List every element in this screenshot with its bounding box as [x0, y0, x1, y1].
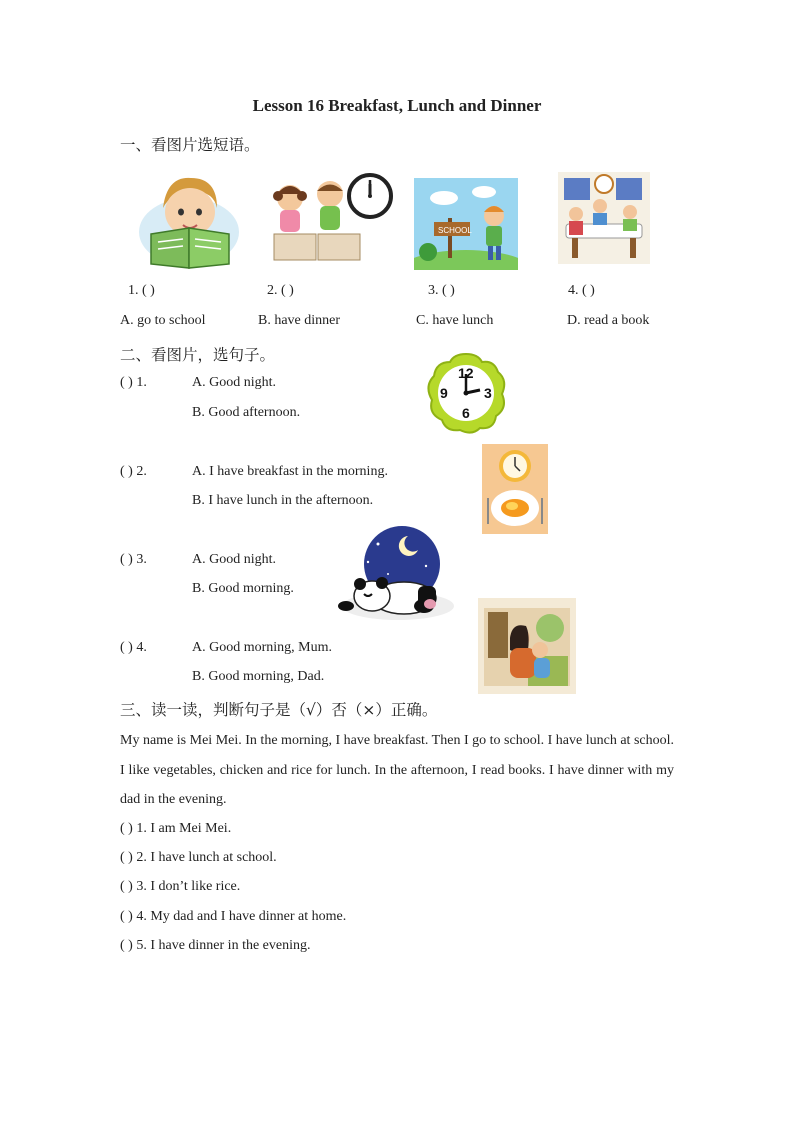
part2-q1-blank[interactable]: ( ) 1.	[120, 375, 147, 390]
kids-clock-midnight-icon	[268, 172, 394, 264]
part3-item-4[interactable]: ( ) 4. My dad and I have dinner at home.	[120, 909, 347, 924]
sleeping-panda-icon	[338, 526, 456, 622]
part1-option-b: B. have dinner	[258, 313, 341, 328]
part1-option-a: A. go to school	[120, 313, 206, 328]
part3-item-3[interactable]: ( ) 3. I don’t like rice.	[120, 879, 241, 894]
part2-q1-option-a: A. Good night.	[192, 375, 276, 390]
svg-text:SCHOOL: SCHOOL	[438, 226, 472, 235]
svg-text:12: 12	[458, 365, 474, 381]
part1-blank-1[interactable]: 1. ( )	[128, 283, 155, 298]
part2-q2-option-b: B. I have lunch in the afternoon.	[192, 493, 374, 508]
part2-q3-blank[interactable]: ( ) 3.	[120, 552, 147, 567]
part3-item-5[interactable]: ( ) 5. I have dinner in the evening.	[120, 938, 311, 953]
boy-reading-icon	[133, 172, 241, 270]
mother-child-icon	[478, 598, 576, 694]
section-2-heading: 二、看图片，选句子。	[120, 346, 276, 364]
part2-q2-blank[interactable]: ( ) 2.	[120, 464, 147, 479]
section-1-heading: 一、看图片选短语。	[120, 136, 260, 154]
reading-passage: My name is Mei Mei. In the morning, I have breakfast. Then I go to school. I have lunch at school. I like vegetables, chicken and rice for lunch. In the afternoon, I read books. I have dinner with my dad in the evening.	[120, 733, 674, 807]
part2-q3-option-b: B. Good morning.	[192, 581, 294, 596]
svg-text:6: 6	[462, 405, 470, 421]
part2-q4-option-a: A. Good morning, Mum.	[192, 640, 332, 655]
part1-option-c: C. have lunch	[416, 313, 494, 328]
part1-blank-2[interactable]: 2. ( )	[267, 283, 294, 298]
part2-q4-blank[interactable]: ( ) 4.	[120, 640, 147, 655]
part3-item-1[interactable]: ( ) 1. I am Mei Mei.	[120, 821, 232, 836]
page-title: Lesson 16 Breakfast, Lunch and Dinner	[252, 96, 542, 115]
part1-blank-4[interactable]: 4. ( )	[568, 283, 595, 298]
family-dinner-icon	[558, 172, 650, 264]
svg-text:9: 9	[440, 385, 448, 401]
part1-blank-3[interactable]: 3. ( )	[428, 283, 455, 298]
svg-text:3: 3	[484, 385, 492, 401]
alarm-clock-icon	[424, 352, 508, 434]
section-3-heading: 三、读一读，判断句子是（√）否（×）正确。	[120, 701, 438, 719]
part2-q3-option-a: A. Good night.	[192, 552, 276, 567]
part2-q4-option-b: B. Good morning, Dad.	[192, 669, 325, 684]
part1-option-d: D. read a book	[567, 313, 650, 328]
plate-and-clock-icon	[482, 444, 548, 534]
part2-q1-option-b: B. Good afternoon.	[192, 405, 301, 420]
part3-item-2[interactable]: ( ) 2. I have lunch at school.	[120, 850, 277, 865]
boy-walking-to-school-icon	[414, 178, 518, 270]
part2-q2-option-a: A. I have breakfast in the morning.	[192, 464, 388, 479]
